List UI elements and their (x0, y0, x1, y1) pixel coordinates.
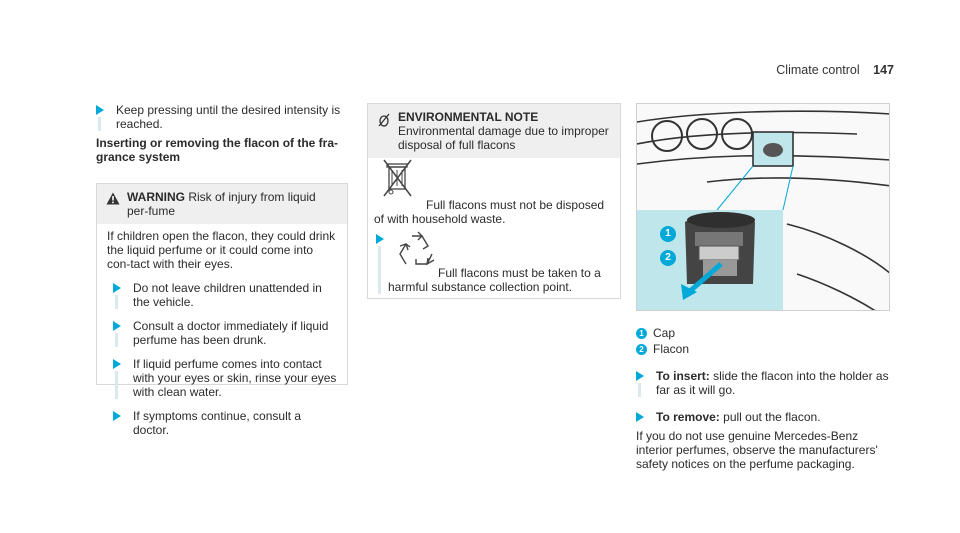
fragrance-flacon-illustration (636, 103, 890, 311)
perfume-note: If you do not use genuine Mercedes-Benz interior perfumes, observe the manufacturers' safety notices on the perfume packaging. (636, 429, 878, 471)
warning-box (96, 183, 348, 437)
disposal-text: Full flacons must not be disposed of with household waste. (374, 198, 605, 226)
arrow-step-icon (113, 411, 121, 421)
environmental-label: ENVIRONMENTAL NOTE (398, 110, 539, 124)
step-insert: To insert: slide the flacon into the holder as far as it will go. (636, 369, 898, 397)
warning-step: Do not leave children unattended in the vehicle. (113, 281, 339, 309)
environmental-header (368, 104, 620, 158)
column-left (96, 103, 348, 164)
arrow-step-icon (636, 412, 644, 422)
step-remove: To remove: pull out the flacon. (636, 410, 898, 424)
page-number: 147 (873, 63, 894, 77)
environmental-note-box (367, 103, 621, 299)
section-title: Climate control (776, 63, 860, 77)
warning-header (97, 184, 347, 224)
warning-step: If liquid perfume comes into contact with your eyes or skin, rinse your eyes with clean water. (113, 357, 339, 399)
legend-item-cap: 1 Cap (636, 326, 898, 340)
warning-label: WARNING (127, 190, 185, 204)
arrow-step-icon (636, 371, 644, 381)
legend-item-flacon: 2 Flacon (636, 342, 898, 356)
warning-step: If symptoms continue, consult a doctor. (113, 409, 339, 437)
step-keep-pressing: Keep pressing until the desired intensity is reached. (96, 103, 348, 131)
warning-body: If children open the flacon, they could drink the liquid perfume or it could come into con-tact with their eyes. (107, 229, 336, 271)
environmental-title: Environmental damage due to improper disposal of full flacons (398, 124, 609, 152)
dashboard-drawing (637, 104, 890, 311)
environment-icon (378, 113, 390, 127)
section-heading: Inserting or removing the flacon of the fra-grance system (96, 136, 339, 164)
callout-2: 2 (660, 250, 676, 266)
column-right (636, 326, 898, 471)
warning-title: Risk of injury from liquid per-fume (127, 190, 316, 218)
environmental-step-text: Full flacons must be taken to a harmful substance collection point. (388, 266, 601, 294)
arrow-step-icon (376, 234, 384, 244)
arrow-step-icon (113, 359, 121, 369)
callout-1: 1 (660, 226, 676, 242)
environmental-step (376, 232, 626, 292)
arrow-step-icon (96, 105, 104, 115)
page-header (776, 63, 894, 77)
crossed-bin-icon (382, 158, 414, 203)
arrow-step-icon (113, 321, 121, 331)
warning-triangle-icon (106, 192, 120, 205)
warning-step: Consult a doctor immediately if liquid perfume has been drunk. (113, 319, 339, 347)
arrow-step-icon (113, 283, 121, 293)
